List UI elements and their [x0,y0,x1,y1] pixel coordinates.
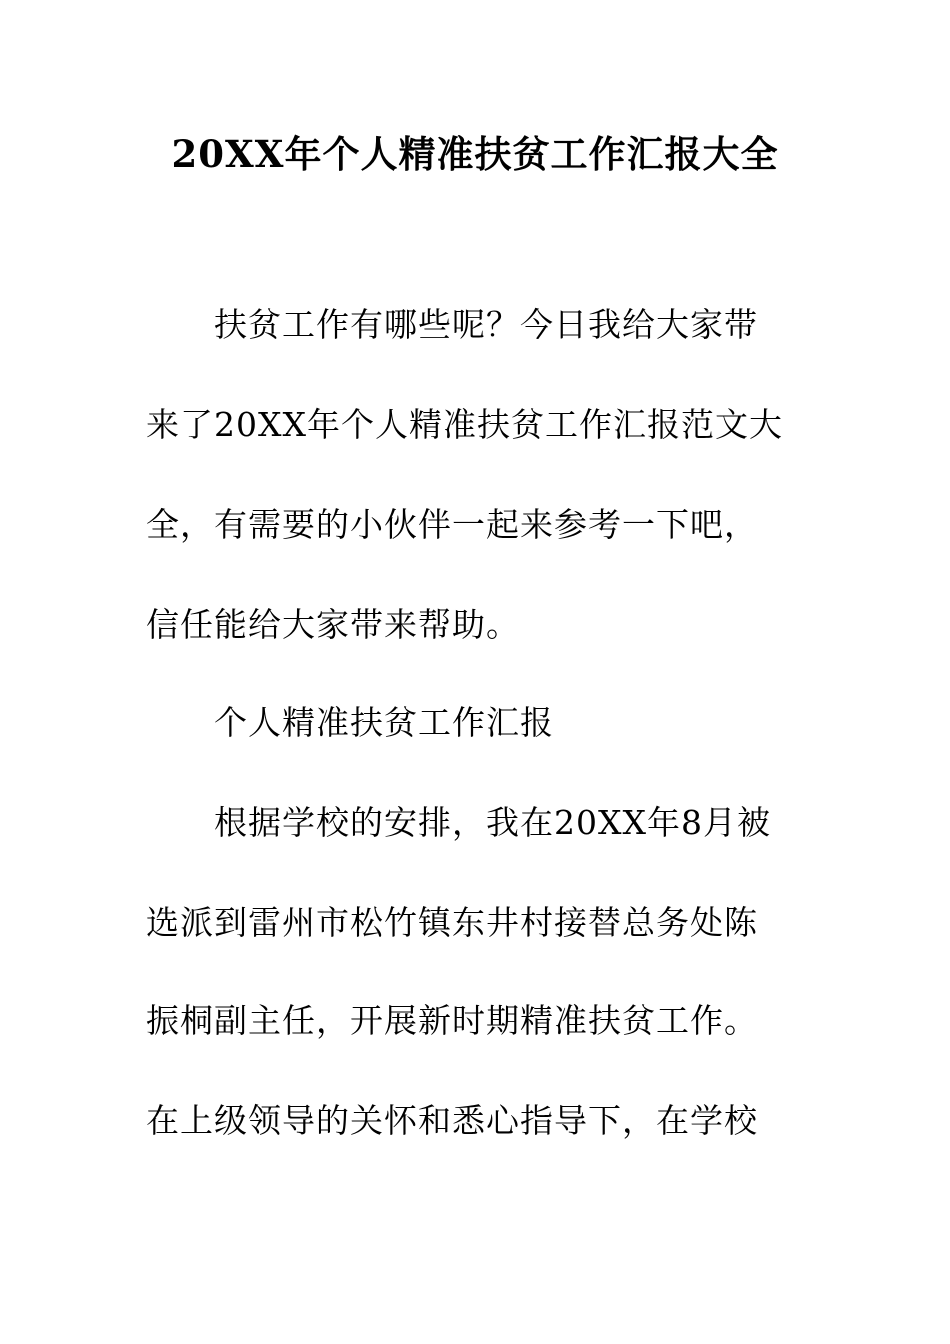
paragraph-line-2: 来了20XX年个人精准扶贫工作汇报范文大 [146,405,783,444]
paragraph-line-1: 扶贫工作有哪些呢？今日我给大家带 [214,305,758,344]
paragraph-line-4: 信任能给大家带来帮助。 [146,605,520,644]
paragraph-line-5: 根据学校的安排，我在20XX年8月被 [214,803,771,842]
document-title: 20XX年个人精准扶贫工作汇报大全 [171,132,779,176]
paragraph-line-7: 振桐副主任，开展新时期精准扶贫工作。 [146,1001,758,1040]
paragraph-line-6: 选派到雷州市松竹镇东井村接替总务处陈 [146,903,758,942]
section-heading: 个人精准扶贫工作汇报 [214,703,554,742]
paragraph-line-3: 全，有需要的小伙伴一起来参考一下吧， [146,505,758,544]
paragraph-line-8: 在上级领导的关怀和悉心指导下，在学校 [146,1101,758,1140]
